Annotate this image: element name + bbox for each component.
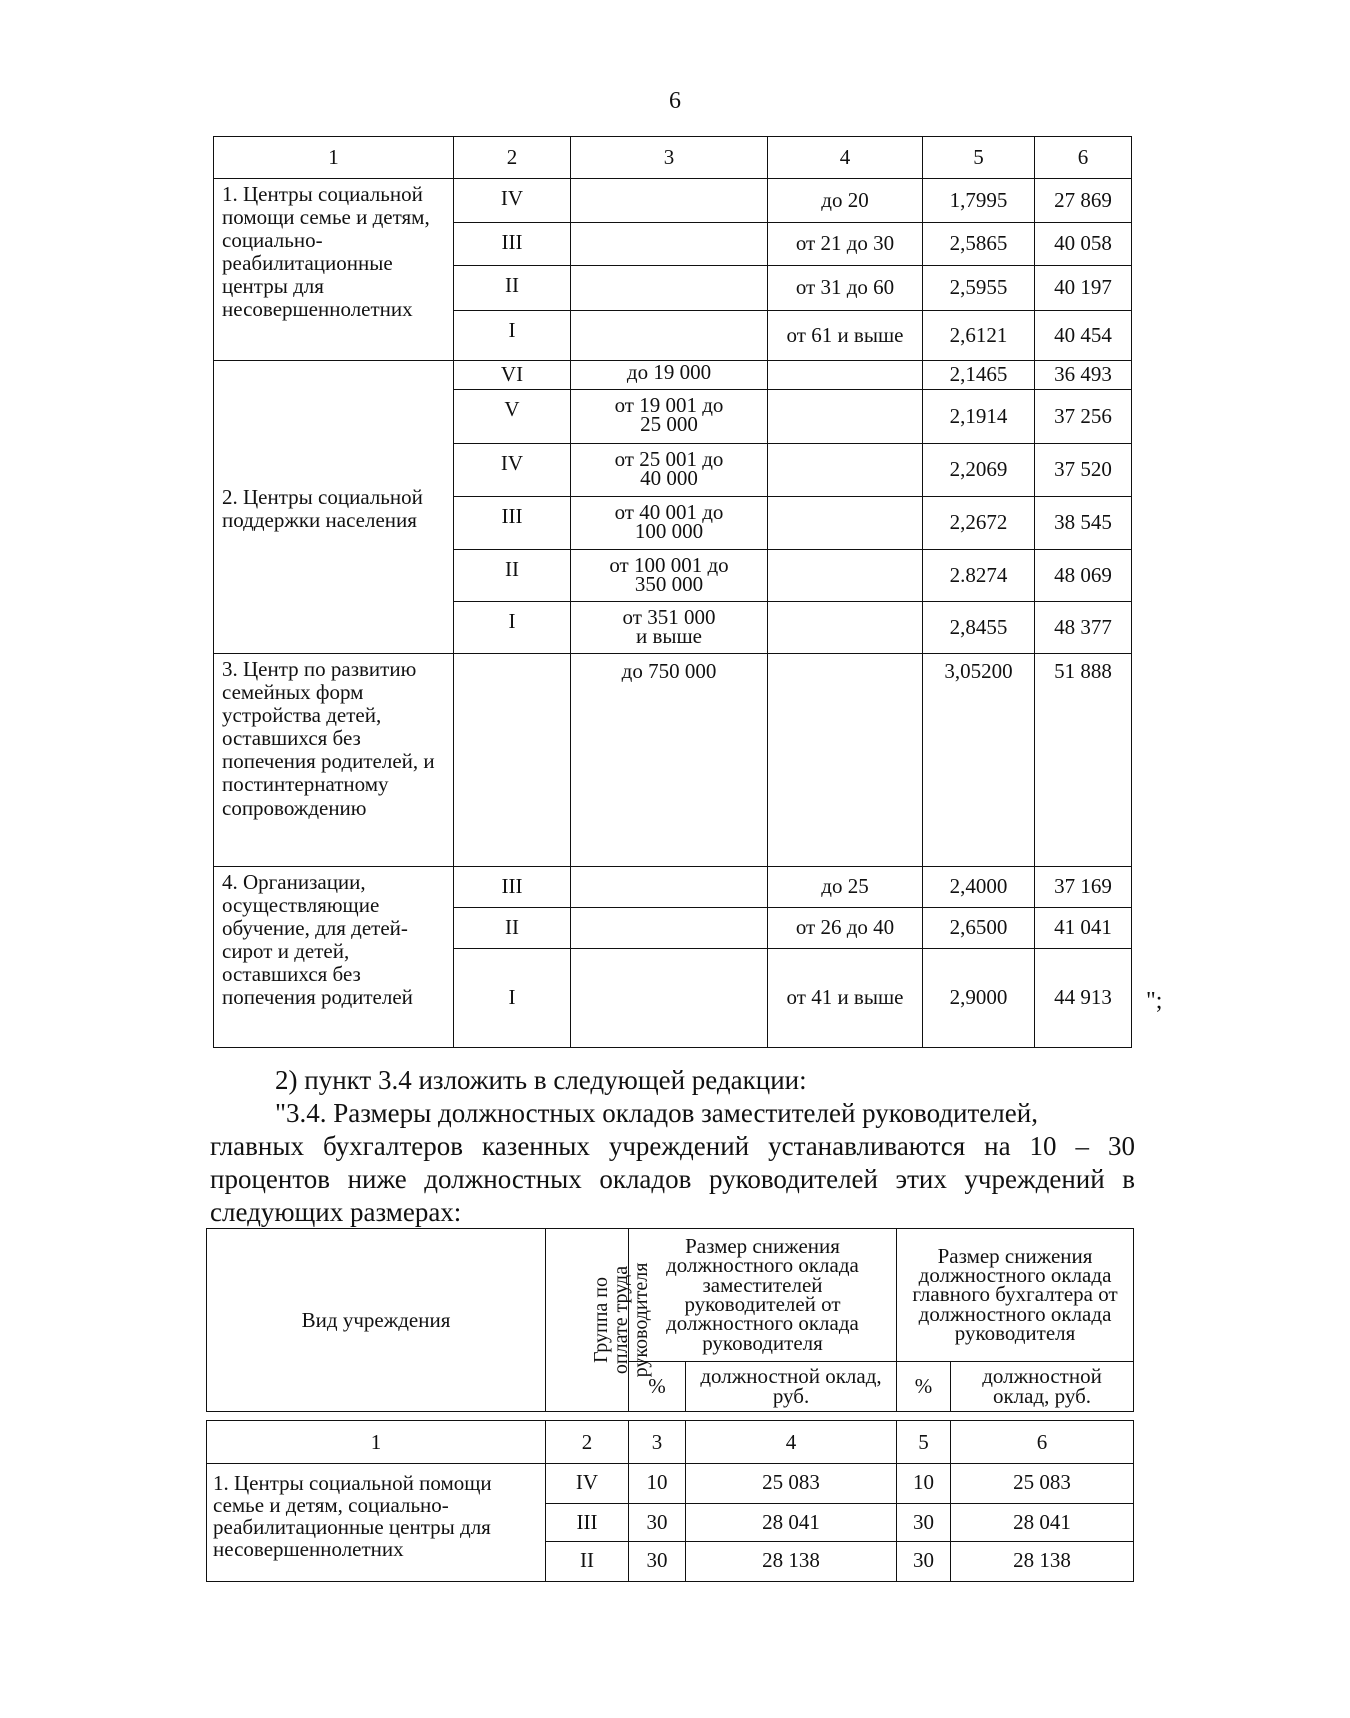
coefficient-cell: 2,8455 [923, 602, 1035, 654]
range-cell: от 351 000 и выше [571, 602, 768, 654]
institution-name: 1. Центры социальной помощи семье и детям, социально-реабилитационные центры для несовершеннолетних [214, 179, 454, 361]
coefficient-cell: 3,05200 [923, 654, 1035, 867]
range-cell [571, 867, 768, 908]
percent-cell: 30 [629, 1542, 686, 1582]
coefficient-cell: 2,6500 [923, 908, 1035, 949]
range-cell [571, 179, 768, 223]
table-header-row [214, 137, 1132, 179]
table-row [214, 867, 1132, 908]
coefficient-cell: 2,9000 [923, 949, 1035, 1048]
header-cell: 1 [214, 137, 454, 179]
group-cell: IV [546, 1464, 629, 1504]
salary-header: должностной оклад, руб. [951, 1362, 1134, 1412]
count-cell: от 41 и выше [768, 949, 923, 1048]
institution-name: 1. Центры социальной помощи семье и детям, социально-реабилитационные центры для несовершеннолетних [207, 1464, 546, 1582]
table-row [214, 179, 1132, 223]
coefficient-cell: 2,5865 [923, 223, 1035, 266]
range-cell: от 25 001 до 40 000 [571, 444, 768, 497]
deputy-reduction-header: Размер снижения должностного оклада заместителей руководителей от должностного оклада руководителя [629, 1229, 897, 1362]
range-cell [571, 223, 768, 266]
institution-name: 3. Центр по развитию семейных форм устройства детей, оставшихся без попечения родителей, и постинтернатному сопровождению [214, 654, 454, 867]
group-cell: II [454, 908, 571, 949]
group-cell: VI [454, 361, 571, 390]
range-cell: от 100 001 до 350 000 [571, 550, 768, 602]
salary-cell: 28 138 [686, 1542, 897, 1582]
amendment-text-first-line: "3.4. Размеры должностных окладов заместителей руководителей, [275, 1098, 1038, 1128]
salary-cell: 36 493 [1035, 361, 1132, 390]
column-number: 4 [686, 1421, 897, 1464]
salary-cell: 48 069 [1035, 550, 1132, 602]
column-number: 5 [897, 1421, 951, 1464]
institution-type-header: Вид учреждения [207, 1229, 546, 1412]
count-cell [768, 444, 923, 497]
group-cell: IV [454, 444, 571, 497]
range-cell: до 750 000 [571, 654, 768, 867]
range-cell [571, 949, 768, 1048]
count-cell: от 31 до 60 [768, 266, 923, 311]
accountant-reduction-header: Размер снижения должностного оклада главного бухгалтера от должностного оклада руководителя [897, 1229, 1134, 1362]
range-cell: до 19 000 [571, 361, 768, 390]
coefficient-cell: 2,5955 [923, 266, 1035, 311]
amendment-line: 2) пункт 3.4 изложить в следующей редакции: [275, 1065, 807, 1095]
coefficient-cell: 2.8274 [923, 550, 1035, 602]
column-number: 3 [629, 1421, 686, 1464]
salary-cell: 25 083 [951, 1464, 1134, 1504]
pay-group-header: Группа по оплате труда руководителя [546, 1229, 629, 1412]
amendment-text [210, 1097, 1135, 1229]
salary-cell: 28 041 [951, 1504, 1134, 1542]
percent-cell: 30 [897, 1504, 951, 1542]
salary-cell: 25 083 [686, 1464, 897, 1504]
group-cell: III [454, 867, 571, 908]
table-row [214, 361, 1132, 390]
salary-cell: 37 256 [1035, 390, 1132, 444]
count-cell: до 25 [768, 867, 923, 908]
range-cell: от 19 001 до 25 000 [571, 390, 768, 444]
table-header-row [207, 1229, 1134, 1362]
salary-cell: 41 041 [1035, 908, 1132, 949]
count-cell [768, 550, 923, 602]
group-cell: IV [454, 179, 571, 223]
count-cell [768, 602, 923, 654]
coefficient-cell: 1,7995 [923, 179, 1035, 223]
institution-name: 4. Организации, осуществляющие обучение, для детей-сирот и детей, оставшихся без попечения родителей [214, 867, 454, 1048]
table-row [207, 1464, 1134, 1504]
group-cell: II [454, 266, 571, 311]
coefficient-cell: 2,2069 [923, 444, 1035, 497]
range-cell [571, 908, 768, 949]
group-cell: III [454, 223, 571, 266]
coefficient-cell: 2,2672 [923, 497, 1035, 550]
count-cell [768, 361, 923, 390]
salary-cell: 48 377 [1035, 602, 1132, 654]
column-number: 6 [951, 1421, 1134, 1464]
header-cell: 6 [1035, 137, 1132, 179]
salary-cell: 40 454 [1035, 311, 1132, 361]
amendment-text-rest: главных бухгалтеров казенных учреждений устанавливаются на 10 – 30 процентов ниже должностных окладов руководителей этих учреждений в следующих размерах: [210, 1131, 1135, 1227]
group-cell: III [546, 1504, 629, 1542]
percent-header: % [629, 1362, 686, 1412]
header-cell: 4 [768, 137, 923, 179]
salary-cell: 40 197 [1035, 266, 1132, 311]
group-cell: I [454, 949, 571, 1048]
percent-header: % [897, 1362, 951, 1412]
group-cell: I [454, 602, 571, 654]
count-cell [768, 654, 923, 867]
count-cell: от 61 и выше [768, 311, 923, 361]
group-cell: I [454, 311, 571, 361]
salary-cell: 37 169 [1035, 867, 1132, 908]
table-row [214, 654, 1132, 867]
header-separator [207, 1412, 1134, 1421]
salary-cell: 51 888 [1035, 654, 1132, 867]
percent-cell: 10 [897, 1464, 951, 1504]
coefficient-cell: 2,6121 [923, 311, 1035, 361]
salary-header: должностной оклад, руб. [686, 1362, 897, 1412]
group-cell: II [454, 550, 571, 602]
deputy-salary-table [206, 1228, 1134, 1582]
percent-cell: 30 [897, 1542, 951, 1582]
header-cell: 5 [923, 137, 1035, 179]
salary-table [213, 136, 1132, 1048]
count-cell: от 26 до 40 [768, 908, 923, 949]
range-cell: от 40 001 до 100 000 [571, 497, 768, 550]
institution-name: 2. Центры социальной поддержки населения [214, 361, 454, 654]
salary-cell: 28 138 [951, 1542, 1134, 1582]
percent-cell: 10 [629, 1464, 686, 1504]
salary-cell: 40 058 [1035, 223, 1132, 266]
range-cell [571, 266, 768, 311]
header-cell: 2 [454, 137, 571, 179]
group-cell: III [454, 497, 571, 550]
column-number: 1 [207, 1421, 546, 1464]
count-cell: до 20 [768, 179, 923, 223]
coefficient-cell: 2,4000 [923, 867, 1035, 908]
count-cell [768, 497, 923, 550]
column-number-row [207, 1421, 1134, 1464]
salary-cell: 27 869 [1035, 179, 1132, 223]
coefficient-cell: 2,1465 [923, 361, 1035, 390]
range-cell [571, 311, 768, 361]
closing-quote-mark: "; [1146, 988, 1163, 1014]
count-cell: от 21 до 30 [768, 223, 923, 266]
salary-cell: 38 545 [1035, 497, 1132, 550]
page-number: 6 [669, 88, 681, 114]
count-cell [768, 390, 923, 444]
salary-cell: 28 041 [686, 1504, 897, 1542]
header-cell: 3 [571, 137, 768, 179]
salary-cell: 37 520 [1035, 444, 1132, 497]
group-cell: V [454, 390, 571, 444]
coefficient-cell: 2,1914 [923, 390, 1035, 444]
group-cell [454, 654, 571, 867]
column-number: 2 [546, 1421, 629, 1464]
percent-cell: 30 [629, 1504, 686, 1542]
salary-cell: 44 913 [1035, 949, 1132, 1048]
group-cell: II [546, 1542, 629, 1582]
